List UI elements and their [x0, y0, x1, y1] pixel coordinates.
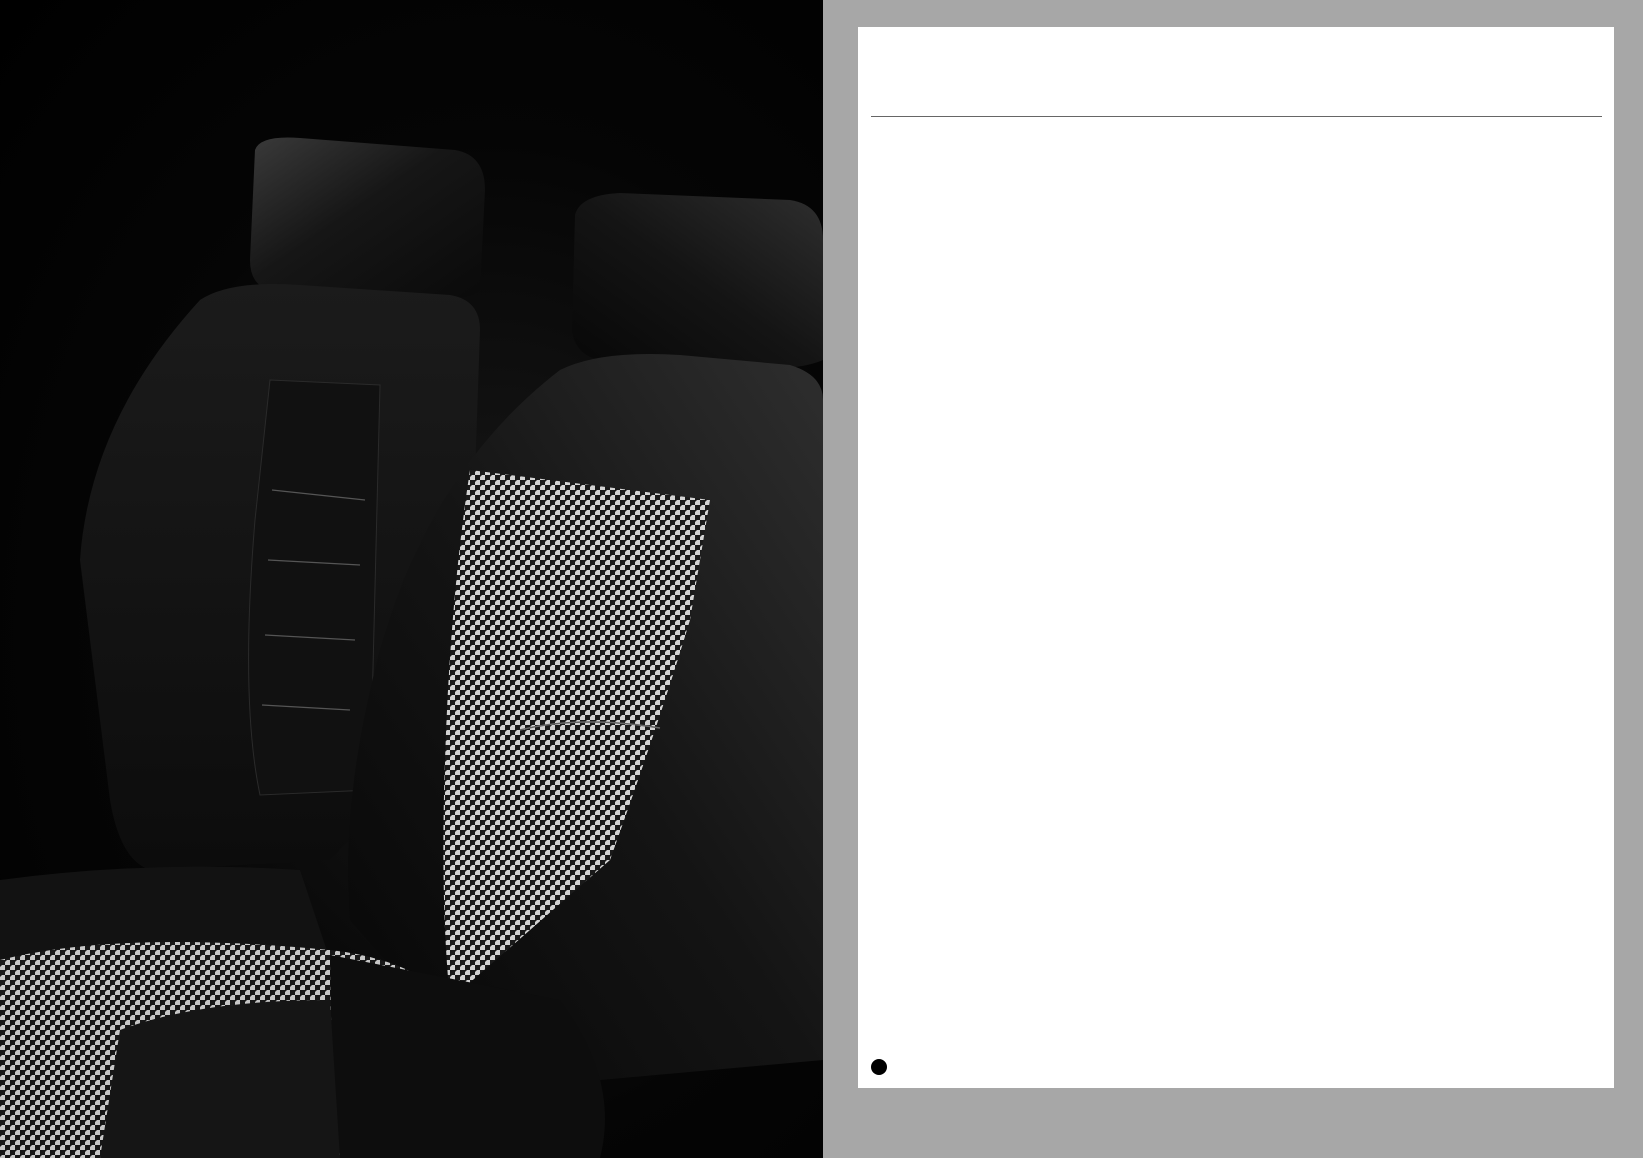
product-sheet — [858, 27, 1614, 1088]
legend — [871, 1059, 893, 1075]
title-divider — [871, 116, 1602, 117]
product-overview-page — [823, 0, 1643, 1158]
legend-dot-icon — [871, 1059, 887, 1075]
product-overview-table — [871, 193, 1602, 941]
feature-icon-row — [858, 142, 1614, 192]
